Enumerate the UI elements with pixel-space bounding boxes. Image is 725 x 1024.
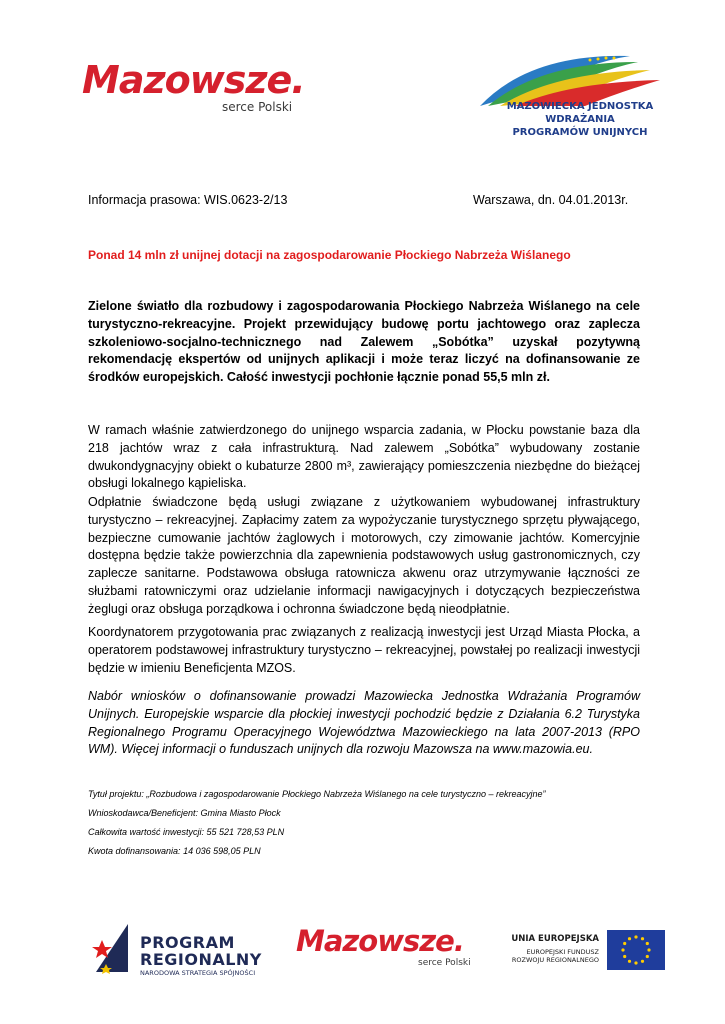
program-regionalny-subtitle: NARODOWA STRATEGIA SPÓJNOŚCI bbox=[140, 969, 256, 977]
program-regionalny-star-icon bbox=[92, 920, 132, 976]
eu-title: UNIA EUROPEJSKA bbox=[511, 934, 599, 944]
page-title: Ponad 14 mln zł unijnej dotacji na zagospodarowanie Płockiego Nabrzeża Wiślanego bbox=[88, 248, 571, 262]
press-reference: Informacja prasowa: WIS.0623-2/13 bbox=[88, 193, 288, 207]
body-paragraph-1: W ramach właśnie zatwierdzonego do unijnego wsparcia zadania, w Płocku powstanie baza dla 218 jachtów wraz z cała infrastrukturą. Nad zalewem „Sobótka” wybudowany zostanie dwukondygnacyjny obiekt o kubaturze 2800 m³, zawierający pomieszczenia niezbędne do bieżącej obsługi lokalnego kąpieliska. bbox=[88, 423, 640, 491]
mazowsze-logo-word: Mazowsze. bbox=[82, 58, 305, 102]
program-regionalny-line-1: PROGRAM bbox=[140, 933, 235, 952]
mjwpu-logo-line-2: WDRAŻANIA bbox=[545, 114, 615, 125]
total-value-line: Całkowita wartość inwestycji: 55 521 728,53 PLN bbox=[88, 827, 285, 837]
eu-flag-icon bbox=[607, 930, 665, 970]
place-date: Warszawa, dn. 04.01.2013r. bbox=[473, 193, 629, 207]
mjwpu-logo bbox=[470, 48, 670, 138]
mazowsze-logo-tagline: serce Polski bbox=[222, 100, 293, 114]
program-regionalny-line-2: REGIONALNY bbox=[140, 950, 262, 969]
eu-fund-line-1: EUROPEJSKI FUNDUSZ bbox=[526, 948, 599, 956]
eu-logo bbox=[500, 928, 665, 972]
body-paragraph-3: Koordynatorem przygotowania prac związanych z realizacją inwestycji jest Urząd Miasta Płocka, a operatorem podstawowej infrastruktury turystyczno – rekreacyjnej, powstałej po realizacji inwestycji będzie w imieniu Beneficjenta MZOS. bbox=[88, 625, 640, 675]
mjwpu-logo-line-1: MAZOWIECKA JEDNOSTKA bbox=[506, 101, 654, 112]
funding-note: Nabór wniosków o dofinansowanie prowadzi Mazowiecka Jednostka Wdrażania Programów Unijnych. Europejskie wsparcie dla płockiej inwestycji pochodzić będzie z Działania 6.2 Turystyka Regionalnego Programu Operacyjnego Województwa Mazowieckiego na lata 2007-2013 (RPO WM). Więcej informacji o funduszach unijnych dla rozwoju Mazowsza na www.mazowia.eu. bbox=[88, 689, 640, 757]
beneficiary-line: Wnioskodawca/Beneficjent: Gmina Miasto Płock bbox=[88, 808, 281, 818]
mjwpu-swoosh-icon bbox=[470, 48, 670, 108]
project-title-line: Tytuł projektu: „Rozbudowa i zagospodarowanie Płockiego Nabrzeża Wiślanego na cele turystyczno – rekreacyjne” bbox=[88, 789, 546, 799]
lead-paragraph: Zielone światło dla rozbudowy i zagospodarowania Płockiego Nabrzeża Wiślanego na cele turystyczno-rekreacyjne. Projekt przewidujący budowę portu jachtowego oraz zaplecza szkoleniowo-socjalno-technicznego nad Zalewem „Sobótka” uzyskał pozytywną rekomendację ekspertów od unijnych aplikacji i może teraz liczyć na dofinansowanie ze środków europejskich. Całość inwestycji pochłonie łącznie ponad 55,5 mln zł. bbox=[88, 299, 640, 385]
footer-mazowsze-word: Mazowsze. bbox=[296, 924, 464, 958]
eu-fund-line-2: ROZWOJU REGIONALNEGO bbox=[511, 956, 599, 964]
mjwpu-logo-line-3: PROGRAMÓW UNIJNYCH bbox=[512, 127, 648, 138]
mazowsze-logo bbox=[82, 58, 312, 118]
program-regionalny-logo bbox=[92, 916, 282, 980]
footer-mazowsze-tagline: serce Polski bbox=[418, 958, 471, 968]
funding-amount-line: Kwota dofinansowania: 14 036 598,05 PLN bbox=[88, 846, 261, 856]
body-paragraph-2: Odpłatnie świadczone będą usługi związane z użytkowaniem wybudowanej infrastruktury turystyczno – rekreacyjnej. Zapłacimy zatem za wypożyczanie turystycznego sprzętu pływającego, bezpieczne cumowanie jachtów żaglowych i motorowych, czy zimowanie jachtów. Komercyjnie dostępna będzie także powierzchnia dla zapewnienia podstawowych usług gastronomicznych, czy zaplecze sanitarne. Podstawowa obsługa ratownicza akwenu oraz utrzymywanie łączności ze służbami ratowniczymi oraz udzielanie informacji nawigacyjnych i dotyczących bezpieczeństwa żeglugi oraz obsługa porządkowa i ochronna świadczone będą nieodpłatnie. bbox=[88, 495, 640, 616]
footer-mazowsze-logo bbox=[296, 924, 486, 974]
